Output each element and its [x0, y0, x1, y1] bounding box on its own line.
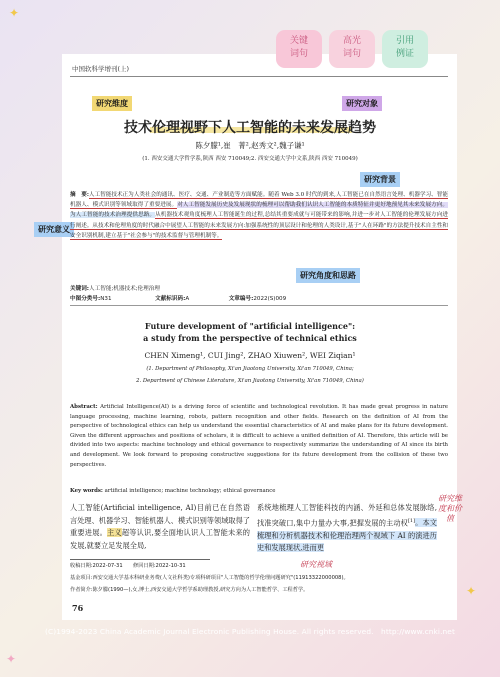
tag-background: 研究背景 — [360, 172, 400, 187]
abstract-cn-label: 摘 要: — [70, 192, 89, 198]
footnote-received: 收稿日期:2022-07-31 修回日期:2022-10-31 — [70, 563, 186, 569]
sparkle-icon: ✦ — [466, 584, 477, 598]
affiliations-cn: (1. 西安交通大学哲学系,陕西 西安 710049;2. 西安交通大学中文系,陕西 西安 710049) — [142, 156, 358, 162]
sparkle-icon: ✦ — [6, 652, 17, 666]
footnote-author: 作者简介:陈夕朦(1990—),女,博士,西安交通大学哲学系助理教授,研究方向为人工智能哲学、工程哲学。 — [70, 587, 309, 593]
abstract-cn-outlook: 从技术和伦理角度的时代融合中展望人工智能的未来发展方向:加强系统性的顶层设计和伦理的人类设计,基于"人在环路"的方法提升技术自主性和安全识别机制,建立基于"社会参与"的技术监督与管理机制等。 — [70, 222, 449, 239]
abstract-cn-significance: 对人工智能发展历史及发展现状的梳理可以帮助我们认识人工智能的本质特征并更好地预见其未来发展方向。 — [177, 202, 448, 209]
affiliation-en-2: 2. Department of Chinese Literature, Xi'an Jiaotong University, Xi'an 710049, China) — [136, 378, 364, 384]
sticker-keywords: 关键 词句 — [276, 30, 322, 68]
abstract-cn — [70, 190, 448, 241]
page-title: 技术伦理视野下人工智能的未来发展趋势 — [124, 120, 376, 136]
authors-en: CHEN Ximeng¹, CUI Jing², ZHAO Xiuwen², WEI Ziqian¹ — [144, 351, 356, 360]
handwritten-note-scope: 研究视域 — [300, 560, 332, 569]
sticker-highlight: 高光 词句 — [329, 30, 375, 68]
footnote-divider — [70, 559, 210, 560]
handwritten-note-dimension: 研究维 度和价 值 — [438, 494, 462, 523]
tag-dimension: 研究维度 — [92, 96, 132, 111]
sparkle-icon: ✦ — [9, 6, 20, 20]
body-column-right: 系统地梳理人工智能科技的内涵、外延和总体发展脉络,找准突破口,集中力量办大事,把握发展的主动权[1]。本文梳理和分析机器技术和伦理治理两个视域下 AI 的演进历史和发展现状,进而更 — [257, 503, 437, 553]
body-column-left: 人工智能(Artificial intelligence, AI)目前已在自然语言处理、机器学习、智能机器人、模式识别等领域取得了重要进展。主义超等认识,要全面地认识人工智能未来的发展,就要立足发展全局, — [70, 503, 250, 550]
copyright-footer: (C)1994-2023 China Academic Journal Electronic Publishing House. All rights reserved. http://www.cnki.net — [45, 627, 455, 636]
abstract-en-label: Abstract: — [70, 404, 98, 410]
sticker-citation: 引用 例证 — [382, 30, 428, 68]
authors-cn: 陈夕朦¹,崔 菁²,赵秀文²,魏子谦¹ — [195, 141, 305, 150]
tag-significance: 研究意义 — [34, 222, 74, 237]
tag-perspective: 研究角度和思路 — [296, 268, 360, 283]
header-divider — [70, 76, 448, 77]
abstract-cn-method: 从机器技术观角度梳理人工智能诞生的过程,总结其重要成就与可能带来的影响,并进一步对人工智能的伦理发展方向进行阐述。 — [70, 212, 448, 229]
keywords-cn: 关键词:人工智能;机器技术;伦理治理 — [70, 286, 160, 292]
divider — [70, 305, 448, 306]
tag-object: 研究对象 — [342, 96, 382, 111]
keywords-en: Key words: artificial intelligence; machine technology; ethical governance — [70, 488, 276, 494]
abstract-cn-background: 人工智能技术正为人类社会的通讯、医疗、交通、产业制造等方面赋能。随着 Web 3.0 时代的到来,人工智能已在自然语言处理、机器学习、智能机器人、模式识别等领域取得了重要进展。 — [70, 192, 448, 209]
page-number: 76 — [72, 603, 84, 613]
classification-cn: 中图分类号:N31 文献标识码:A 文章编号:2022(S)009 — [70, 296, 287, 302]
abstract-en-text: Artificial Intelligence(AI) is a driving force of scientific and technological revolution. It has made great progress in nature language processing, machine learning, robots, pattern recognition and other fields. Research on the definition of AI from the perspective of technological ethics can help us understand the essential characteristics of AI and make plans for its future development. Given the different approaches and positions of scholars, it is difficult to achieve a unified definition of AI. Therefore, this article will be divided into two aspects: machine technology and ethical governance to respectively summarize the understanding of AI since its birth and development. We look forward to proposing constructive suggestions for its future development from the collision of these two perspectives. — [70, 404, 448, 468]
abstract-en — [70, 403, 448, 470]
title-en: Future development of "artificial intelligence": a study from the perspective of technical ethics — [143, 321, 357, 343]
journal-header: 中国软科学增刊(上) — [72, 65, 130, 73]
footnote-fund: 基金项目:西安交通大学基本科研业务费(人文社科类)专项科研项目"人工智能的哲学伦理问题研究"(11913322000008)。 — [70, 575, 349, 581]
abstract-cn-governance: 为人工智能的技术治理提供思路。 — [70, 212, 156, 219]
affiliation-en-1: (1. Department of Philosophy, Xi'an Jiaotong University, Xi'an 710049, China; — [146, 366, 354, 372]
